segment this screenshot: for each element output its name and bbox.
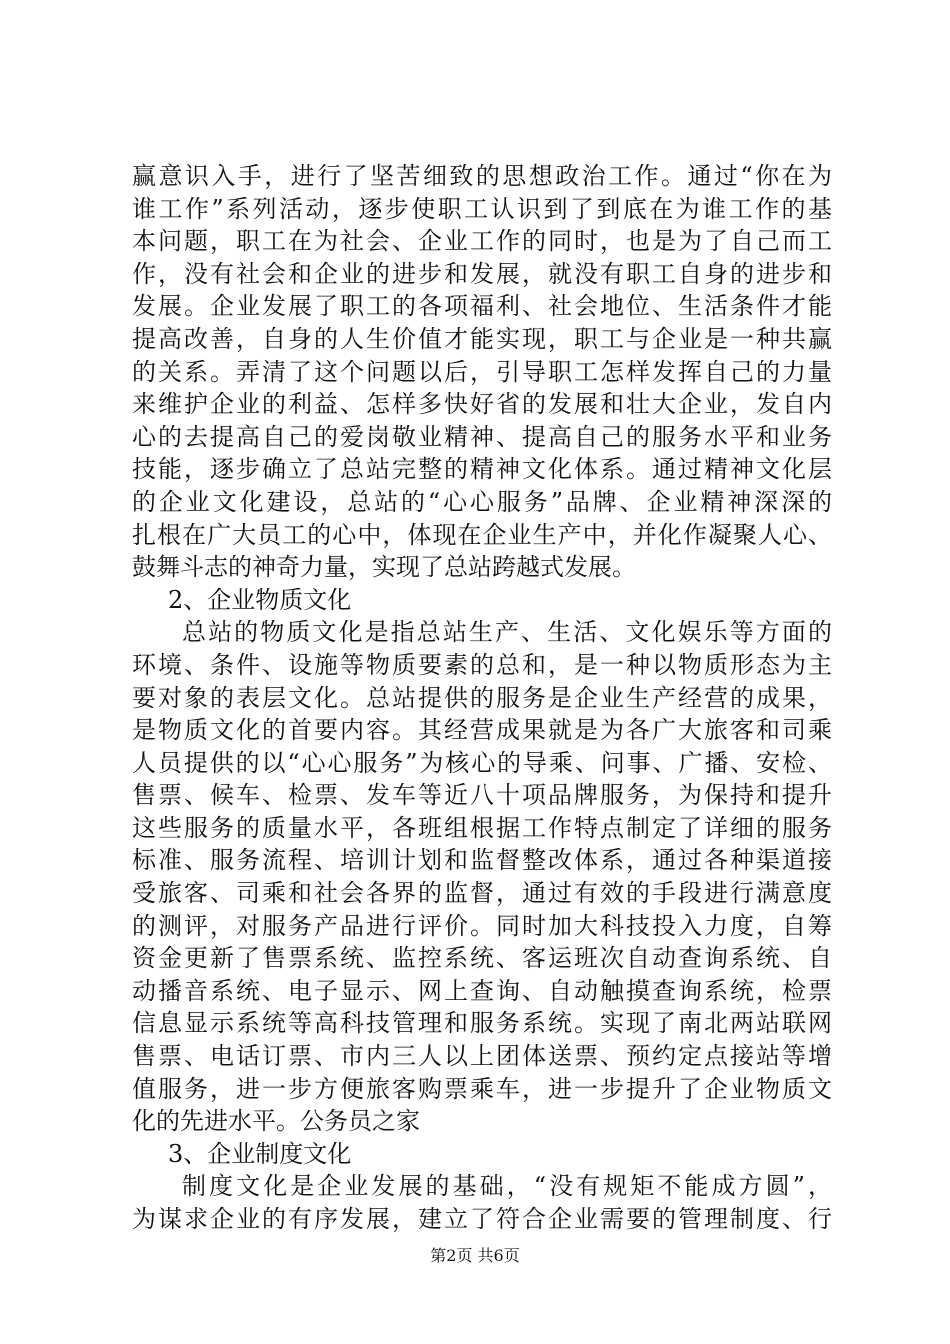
page-number: 第2页 共6页	[430, 1246, 520, 1265]
text-line: 来维护企业的利益、怎样多快好省的发展和壮大企业，发自内	[132, 390, 832, 419]
text-line: 售票、候车、检票、发车等近八十项品牌服务，为保持和提升	[132, 781, 832, 810]
body-text	[132, 160, 832, 1236]
text-line: 鼓舞斗志的神奇力量，实现了总站跨越式发展。	[132, 553, 636, 582]
text-line: 值服务，进一步方便旅客购票乘车，进一步提升了企业物质文	[132, 1074, 832, 1103]
text-line: 心的去提高自己的爱岗敬业精神、提高自己的服务水平和业务	[132, 422, 832, 451]
text-line: 的测评，对服务产品进行评价。同时加大科技投入力度，自筹	[132, 911, 832, 940]
text-line: 这些服务的质量水平，各班组根据工作特点制定了详细的服务	[132, 813, 832, 842]
text-line: 的企业文化建设，总站的“心心服务”品牌、企业精神深深的	[132, 487, 832, 516]
text-line: 要对象的表层文化。总站提供的服务是企业生产经营的成果，	[132, 683, 832, 712]
text-line: 制度文化是企业发展的基础，“没有规矩不能成方圆”，	[182, 1172, 832, 1201]
text-line: 技能，逐步确立了总站完整的精神文化体系。通过精神文化层	[132, 455, 832, 484]
section-heading: 3、企业制度文化	[168, 1139, 352, 1168]
text-line: 人员提供的以“心心服务”为核心的导乘、问事、广播、安检、	[132, 748, 832, 777]
text-line: 为谋求企业的有序发展，建立了符合企业需要的管理制度、行	[132, 1205, 832, 1233]
section-heading: 2、企业物质文化	[168, 585, 352, 614]
text-line: 环境、条件、设施等物质要素的总和，是一种以物质形态为主	[132, 650, 832, 679]
text-line: 是物质文化的首要内容。其经营成果就是为各广大旅客和司乘	[132, 716, 832, 745]
text-line: 作，没有社会和企业的进步和发展，就没有职工自身的进步和	[132, 259, 832, 288]
text-line: 谁工作”系列活动，逐步使职工认识到了到底在为谁工作的基	[132, 194, 832, 223]
text-line: 总站的物质文化是指总站生产、生活、文化娱乐等方面的	[182, 618, 832, 647]
text-line: 化的先进水平。公务员之家	[132, 1107, 420, 1136]
text-line: 动播音系统、电子显示、网上查询、自动触摸查询系统，检票	[132, 976, 832, 1005]
text-line: 资金更新了售票系统、监控系统、客运班次自动查询系统、自	[132, 944, 832, 973]
text-line: 发展。企业发展了职工的各项福利、社会地位、生活条件才能	[132, 292, 832, 321]
text-line: 提高改善，自身的人生价值才能实现，职工与企业是一种共赢	[132, 324, 832, 353]
text-line: 扎根在广大员工的心中，体现在企业生产中，并化作凝聚人心、	[132, 520, 832, 549]
text-line: 本问题，职工在为社会、企业工作的同时，也是为了自己而工	[132, 227, 832, 256]
text-line: 赢意识入手，进行了坚苦细致的思想政治工作。通过“你在为	[132, 162, 832, 190]
text-line: 受旅客、司乘和社会各界的监督，通过有效的手段进行满意度	[132, 879, 832, 908]
text-line: 的关系。弄清了这个问题以后，引导职工怎样发挥自己的力量	[132, 357, 832, 386]
text-line: 售票、电话订票、市内三人以上团体送票、预约定点接站等增	[132, 1042, 832, 1071]
text-line: 标准、服务流程、培训计划和监督整改体系，通过各种渠道接	[132, 846, 832, 875]
text-line: 信息显示系统等高科技管理和服务系统。实现了南北两站联网	[132, 1009, 832, 1038]
